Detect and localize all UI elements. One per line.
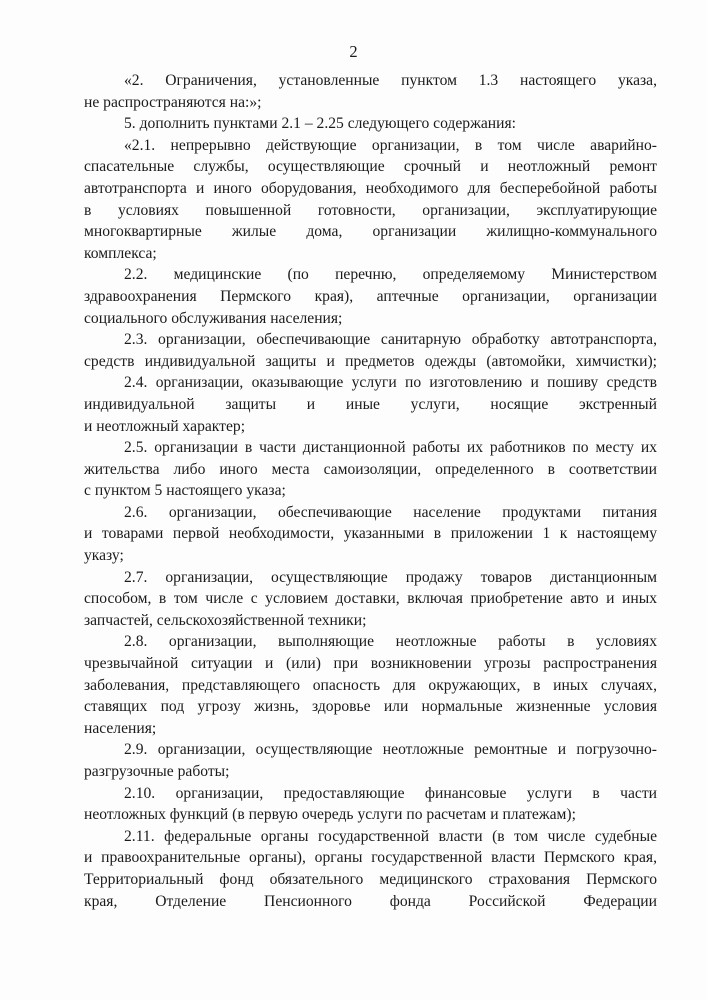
text-line: и товарами первой необходимости, указанными в приложении 1 к настоящему bbox=[84, 525, 657, 543]
text-line: указу; bbox=[84, 547, 124, 565]
text-line: 2.6. организации, обеспечивающие население продуктами питания bbox=[124, 503, 657, 521]
text-line: разгрузочные работы; bbox=[84, 763, 230, 780]
text-line: населения; bbox=[84, 719, 157, 737]
paragraph bbox=[84, 135, 657, 265]
text-line: многоквартирные жилые дома, организации жилищно-коммунального bbox=[84, 223, 657, 241]
text-line: «2.1. непрерывно действующие организации, в том числе аварийно- bbox=[124, 136, 657, 154]
text-line: индивидуальной защиты и иные услуги, носящие экстренный bbox=[84, 395, 657, 413]
text-line: 2.4. организации, оказывающие услуги по изготовлению и пошиву средств bbox=[124, 374, 657, 392]
text-line: с пунктом 5 настоящего указа; bbox=[84, 482, 286, 500]
text-line: автотранспорта и иного оборудования, необходимого для бесперебойной работы bbox=[84, 179, 657, 197]
text-line: комплекса; bbox=[84, 244, 157, 262]
text-line: 2.8. организации, выполняющие неотложные работы в условиях bbox=[124, 633, 657, 651]
text-line: ставящих под угрозу жизнь, здоровье или нормальные жизненные условия bbox=[84, 698, 657, 716]
document-body bbox=[84, 70, 657, 912]
paragraph bbox=[84, 502, 657, 567]
paragraph bbox=[84, 783, 657, 826]
text-line: спасательные службы, осуществляющие срочный и неотложный ремонт bbox=[84, 158, 657, 176]
text-line: жительства либо иного места самоизоляции, определенного в соответствии bbox=[84, 460, 657, 478]
text-line: способом, в том числе с условием доставки, включая приобретение авто и иных bbox=[84, 590, 657, 608]
text-line: 2.5. организации в части дистанционной работы их работников по месту их bbox=[124, 439, 657, 457]
paragraph bbox=[84, 372, 657, 437]
paragraph bbox=[84, 113, 657, 135]
text-line: края, Отделение Пенсионного фонда Российской Федерации bbox=[84, 892, 657, 910]
paragraph bbox=[84, 631, 657, 739]
text-line: 2.3. организации, обеспечивающие санитарную обработку автотранспорта, bbox=[124, 331, 657, 349]
text-line: 2.10. организации, предоставляющие финансовые услуги в части bbox=[124, 784, 657, 802]
paragraph bbox=[84, 567, 657, 632]
text-line: и неотложный характер; bbox=[84, 417, 246, 435]
text-line: заболевания, представляющего опасность для окружающих, в иных случаях, bbox=[84, 676, 657, 694]
text-line: в условиях повышенной готовности, организации, эксплуатирующие bbox=[84, 201, 657, 219]
paragraph bbox=[84, 826, 657, 912]
text-line: запчастей, сельскохозяйственной техники; bbox=[84, 611, 367, 629]
paragraph bbox=[84, 264, 657, 329]
paragraph bbox=[84, 437, 657, 502]
text-line: 2.11. федеральные органы государственной власти (в том числе судебные bbox=[124, 827, 657, 845]
paragraph bbox=[84, 329, 657, 372]
text-line: не распространяются на:»; bbox=[84, 93, 262, 111]
text-line: Территориальный фонд обязательного медицинского страхования Пермского bbox=[84, 870, 657, 888]
text-line: 2.7. организации, осуществляющие продажу товаров дистанционным bbox=[124, 568, 657, 586]
text-line: 2.9. организации, осуществляющие неотложные ремонтные и погрузочно- bbox=[124, 741, 657, 759]
page-number: 2 bbox=[349, 42, 358, 61]
text-line: средств индивидуальной защиты и предметов одежды (автомойки, химчистки); bbox=[84, 352, 657, 370]
text-line: неотложных функций (в первую очередь услуги по расчетам и платежам); bbox=[84, 806, 576, 824]
text-line: и правоохранительные органы), органы государственной власти Пермского края, bbox=[84, 849, 657, 867]
text-line: «2. Ограничения, установленные пунктом 1.3 настоящего указа, bbox=[124, 72, 657, 89]
text-line: социального обслуживания населения; bbox=[84, 309, 343, 327]
paragraph bbox=[84, 739, 657, 782]
text-line: чрезвычайной ситуации и (или) при возникновении угрозы распространения bbox=[84, 655, 657, 673]
paragraph bbox=[84, 70, 657, 113]
text-line: 5. дополнить пунктами 2.1 – 2.25 следующего содержания: bbox=[124, 115, 516, 133]
text-line: здравоохранения Пермского края), аптечные организации, организации bbox=[84, 287, 657, 305]
text-line: 2.2. медицинские (по перечню, определяемому Министерством bbox=[124, 266, 657, 284]
